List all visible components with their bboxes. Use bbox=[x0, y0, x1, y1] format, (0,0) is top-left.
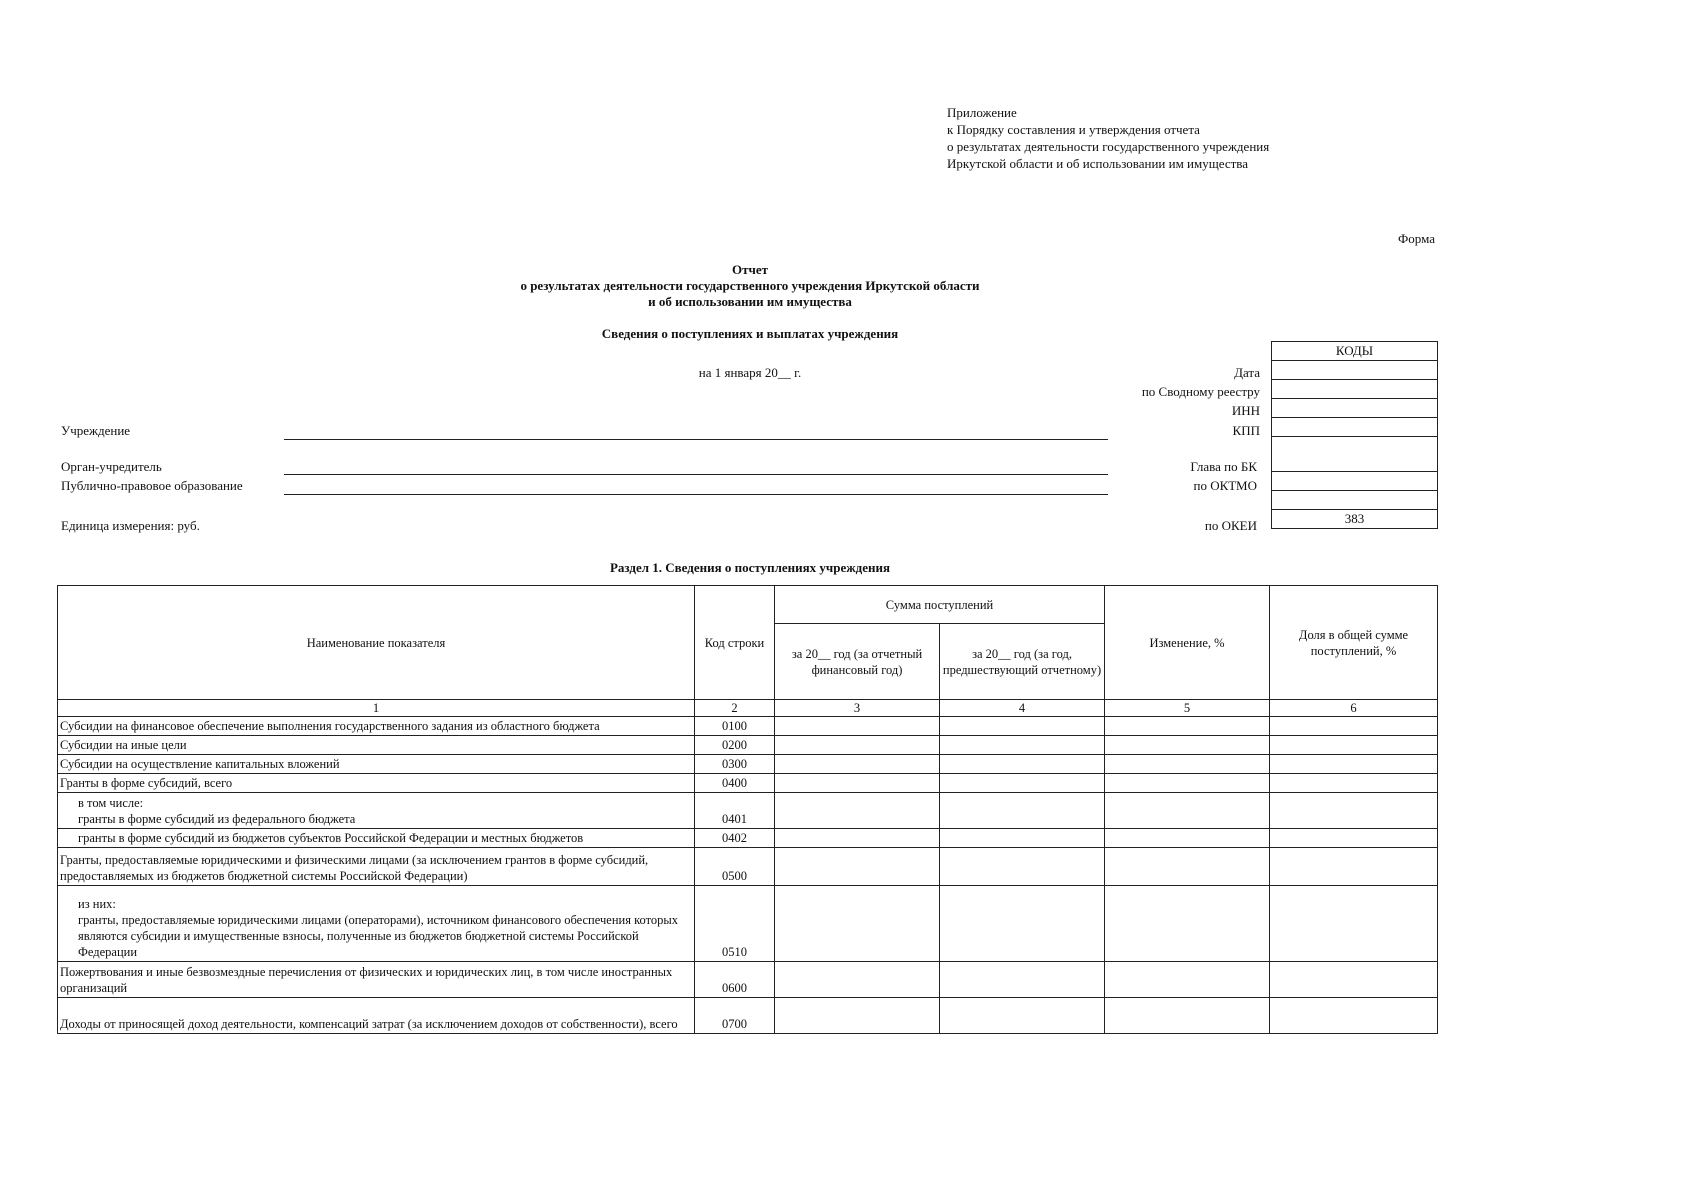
cell-col3[interactable] bbox=[775, 774, 940, 793]
title-line-1: Отчет bbox=[732, 262, 768, 277]
col-num-2: 2 bbox=[695, 700, 775, 717]
code-okei-label: по ОКЕИ bbox=[1204, 518, 1257, 533]
row-prefix: в том числе: bbox=[78, 796, 144, 810]
report-date: на 1 января 20__ г. bbox=[698, 365, 802, 380]
row-name bbox=[58, 886, 695, 962]
cell-share[interactable] bbox=[1270, 755, 1438, 774]
cell-col4[interactable] bbox=[940, 998, 1105, 1034]
row-code: 0500 bbox=[695, 848, 775, 886]
header-col3: за 20__ год (за отчетный финансовый год) bbox=[775, 624, 940, 700]
cell-col3[interactable] bbox=[775, 848, 940, 886]
cell-change[interactable] bbox=[1105, 962, 1270, 998]
cell-col4[interactable] bbox=[940, 755, 1105, 774]
codes-header: КОДЫ bbox=[1272, 342, 1438, 361]
cell-share[interactable] bbox=[1270, 886, 1438, 962]
title-line-3: и об использовании им имущества bbox=[648, 294, 852, 309]
cell-share[interactable] bbox=[1270, 793, 1438, 829]
cell-col3[interactable] bbox=[775, 962, 940, 998]
table-row bbox=[58, 736, 1438, 755]
code-oktmo-value[interactable] bbox=[1272, 472, 1438, 491]
receipts-table bbox=[57, 585, 1438, 1034]
appendix-line-2: к Порядку составления и утверждения отчета bbox=[947, 122, 1200, 137]
appendix-line-4: Иркутской области и об использовании им имущества bbox=[947, 156, 1249, 171]
code-kpp-label: КПП bbox=[1232, 423, 1260, 438]
table-row bbox=[58, 774, 1438, 793]
row-code: 0300 bbox=[695, 755, 775, 774]
col-num-1: 1 bbox=[58, 700, 695, 717]
row-prefix: из них: bbox=[78, 897, 116, 911]
cell-change[interactable] bbox=[1105, 736, 1270, 755]
cell-share[interactable] bbox=[1270, 717, 1438, 736]
code-date-value[interactable] bbox=[1272, 361, 1438, 380]
code-okei-value: 383 bbox=[1272, 510, 1438, 529]
cell-change[interactable] bbox=[1105, 793, 1270, 829]
code-bk-value[interactable] bbox=[1272, 437, 1438, 472]
row-name: Доходы от приносящей доход деятельности, компенсаций затрат (за исключением доходов от собственности), всего bbox=[58, 998, 695, 1034]
code-bk-label: Глава по БК bbox=[1190, 459, 1257, 474]
header-col4: за 20__ год (за год, предшествующий отчетному) bbox=[940, 624, 1105, 700]
row-label: гранты, предоставляемые юридическими лицами (операторами), источником финансового обеспечения которых являются субсидии и имущественные взносы, полученные из бюджетов бюджетной системы Российской Федерации bbox=[78, 913, 679, 959]
row-code: 0100 bbox=[695, 717, 775, 736]
cell-col4[interactable] bbox=[940, 717, 1105, 736]
row-name: Субсидии на иные цели bbox=[58, 736, 695, 755]
codes-table bbox=[1271, 341, 1438, 529]
founder-field[interactable] bbox=[284, 474, 1108, 475]
row-name: Субсидии на финансовое обеспечение выполнения государственного задания из областного бюджета bbox=[58, 717, 695, 736]
cell-col4[interactable] bbox=[940, 736, 1105, 755]
institution-field[interactable] bbox=[284, 439, 1108, 440]
col-num-4: 4 bbox=[940, 700, 1105, 717]
header-change: Изменение, % bbox=[1105, 586, 1270, 700]
row-code: 0402 bbox=[695, 829, 775, 848]
title-line-2: о результатах деятельности государственного учреждения Иркутской области bbox=[520, 278, 980, 293]
form-label: Форма bbox=[1398, 231, 1435, 246]
col-num-3: 3 bbox=[775, 700, 940, 717]
row-code: 0700 bbox=[695, 998, 775, 1034]
table-row bbox=[58, 886, 1438, 962]
cell-share[interactable] bbox=[1270, 736, 1438, 755]
institution-label: Учреждение bbox=[61, 423, 131, 438]
appendix-line-3: о результатах деятельности государственного учреждения bbox=[947, 139, 1270, 154]
header-sum: Сумма поступлений bbox=[775, 586, 1105, 624]
row-label: гранты в форме субсидий из федерального бюджета bbox=[78, 812, 356, 826]
cell-share[interactable] bbox=[1270, 998, 1438, 1034]
col-num-5: 5 bbox=[1105, 700, 1270, 717]
cell-col4[interactable] bbox=[940, 962, 1105, 998]
appendix-note bbox=[947, 104, 1269, 172]
table-row bbox=[58, 962, 1438, 998]
cell-col3[interactable] bbox=[775, 886, 940, 962]
row-code: 0600 bbox=[695, 962, 775, 998]
row-code: 0401 bbox=[695, 793, 775, 829]
cell-col4[interactable] bbox=[940, 886, 1105, 962]
table-row bbox=[58, 717, 1438, 736]
cell-col3[interactable] bbox=[775, 793, 940, 829]
cell-col4[interactable] bbox=[940, 793, 1105, 829]
code-inn-label: ИНН bbox=[1231, 403, 1260, 418]
code-oktmo-label: по ОКТМО bbox=[1193, 478, 1257, 493]
cell-col4[interactable] bbox=[940, 829, 1105, 848]
cell-change[interactable] bbox=[1105, 998, 1270, 1034]
appendix-line-1: Приложение bbox=[947, 105, 1017, 120]
table-row bbox=[58, 829, 1438, 848]
header-name: Наименование показателя bbox=[58, 586, 695, 700]
cell-col3[interactable] bbox=[775, 755, 940, 774]
cell-share[interactable] bbox=[1270, 962, 1438, 998]
row-code: 0400 bbox=[695, 774, 775, 793]
col-num-6: 6 bbox=[1270, 700, 1438, 717]
public-entity-label: Публично-правовое образование bbox=[61, 478, 243, 493]
cell-change[interactable] bbox=[1105, 774, 1270, 793]
cell-change[interactable] bbox=[1105, 848, 1270, 886]
report-title bbox=[0, 262, 1500, 310]
cell-col3[interactable] bbox=[775, 829, 940, 848]
header-share: Доля в общей сумме поступлений, % bbox=[1270, 586, 1438, 700]
table-row bbox=[58, 998, 1438, 1034]
cell-change[interactable] bbox=[1105, 829, 1270, 848]
cell-col4[interactable] bbox=[940, 848, 1105, 886]
founder-label: Орган-учредитель bbox=[61, 459, 162, 474]
cell-change[interactable] bbox=[1105, 886, 1270, 962]
unit-label: Единица измерения: руб. bbox=[61, 518, 200, 533]
row-code: 0510 bbox=[695, 886, 775, 962]
code-kpp-value[interactable] bbox=[1272, 418, 1438, 437]
row-name: Пожертвования и иные безвозмездные перечисления от физических и юридических лиц, в том числе иностранных организаций bbox=[58, 962, 695, 998]
code-extra-value[interactable] bbox=[1272, 491, 1438, 510]
cell-share[interactable] bbox=[1270, 774, 1438, 793]
row-name: Субсидии на осуществление капитальных вложений bbox=[58, 755, 695, 774]
row-name: Гранты, предоставляемые юридическими и физическими лицами (за исключением грантов в форме субсидий, предоставляемых из бюджетов бюджетной системы Российской Федерации) bbox=[58, 848, 695, 886]
code-registry-value[interactable] bbox=[1272, 380, 1438, 399]
code-registry-label: по Сводному реестру bbox=[1141, 384, 1260, 399]
cell-col3[interactable] bbox=[775, 736, 940, 755]
row-name: Гранты в форме субсидий, всего bbox=[58, 774, 695, 793]
cell-change[interactable] bbox=[1105, 717, 1270, 736]
cell-share[interactable] bbox=[1270, 829, 1438, 848]
column-numbers-row bbox=[58, 700, 1438, 717]
report-subtitle: Сведения о поступлениях и выплатах учреждения bbox=[601, 326, 899, 341]
header-code: Код строки bbox=[695, 586, 775, 700]
table-row bbox=[58, 755, 1438, 774]
table-row bbox=[58, 848, 1438, 886]
row-code: 0200 bbox=[695, 736, 775, 755]
row-name bbox=[58, 793, 695, 829]
cell-col3[interactable] bbox=[775, 717, 940, 736]
cell-col3[interactable] bbox=[775, 998, 940, 1034]
code-inn-value[interactable] bbox=[1272, 399, 1438, 418]
table-row bbox=[58, 793, 1438, 829]
code-date-label: Дата bbox=[1234, 365, 1260, 380]
cell-col4[interactable] bbox=[940, 774, 1105, 793]
section-1-title: Раздел 1. Сведения о поступлениях учреждения bbox=[609, 560, 891, 575]
row-name: гранты в форме субсидий из бюджетов субъектов Российской Федерации и местных бюджетов bbox=[58, 829, 695, 848]
public-entity-field[interactable] bbox=[284, 494, 1108, 495]
cell-change[interactable] bbox=[1105, 755, 1270, 774]
cell-share[interactable] bbox=[1270, 848, 1438, 886]
